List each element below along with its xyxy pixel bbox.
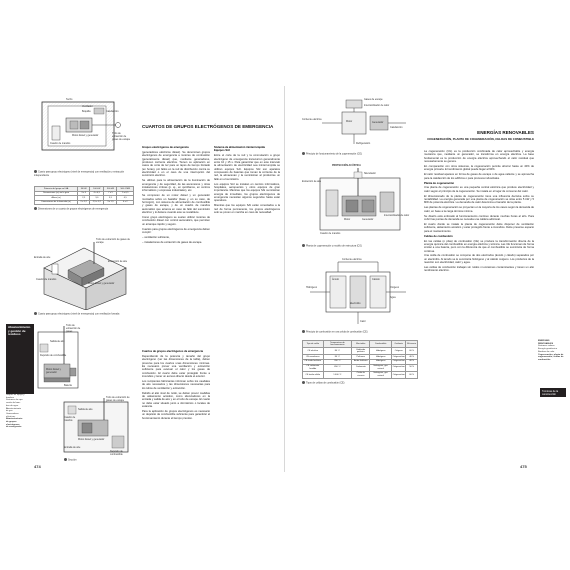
table1-header: 300 kW: [104, 187, 117, 192]
table-cell: Oxígeno/aire: [391, 371, 406, 378]
paragraph: Una planta de cogeneración es una pequeña central eléctrica que produce electricidad y calor según el principio de la cogeneración. Se instala en el lugar de consumo del calor.: [424, 186, 534, 193]
paragraph: – instalaciones de extracción de gases de escape.: [142, 240, 203, 244]
fig8-label-4: Hidrógeno: [306, 286, 318, 289]
fig8-label-2: Cátodo: [372, 278, 380, 281]
table2-header: Electrolito: [352, 341, 370, 348]
fig6-label-4: Generador: [372, 121, 384, 124]
table-row: [303, 348, 418, 355]
table-cell: CE ácido fosfórico: [304, 360, 322, 363]
paragraph: Entre el corte de la red y la conmutación a grupo electrógeno de emergencia transcurren generalmente entre 10 y 15 s. Para garantizar que en este intervalo la alimentación de electricidad sea ininterrumpida se utilizan equipos SAI. Equipos SAI son aparatos compuestos de baterías que toman la corriente de la red, la almacenan y la suministran al producirse un fallo en el suministro.: [214, 154, 280, 181]
section-sidebox: [6, 324, 34, 394]
subheading: Equipos SAI: [214, 149, 230, 153]
figure-6-cogeneration-principle: [302, 98, 414, 150]
table-1-room-dimensions: [34, 186, 134, 211]
fig1-label-0: Techo: [66, 98, 73, 101]
paragraph: Se utilizan para la alimentación de la iluminación de emergencia y de seguridad, de las ascensores y otras instalaciones críticas (p. ej., en quirófanos, en centros informáticos y empresas industriales), etc.: [142, 179, 210, 193]
sidebox-title: Abastecimiento y gestión de residuos: [8, 325, 31, 337]
table-cell: Oxígeno: [391, 348, 406, 355]
figure-number-icon: [64, 458, 67, 461]
paragraph: Como grupo electrógeno se suelen utilizar motores de combustión diésel con control automático, que permiten un arranque rápido y seguro.: [142, 215, 210, 226]
table1-header: 500-1 MW: [117, 187, 134, 192]
fig5-label-5: Depósito de combustible: [110, 450, 123, 456]
fig7-label-1: Silenciador: [364, 172, 376, 175]
table-cell: 80 °C: [323, 355, 352, 360]
fig7-label-3: Generador: [362, 218, 374, 221]
table2-header: Oxidante: [391, 341, 406, 348]
text-column-2: [214, 146, 280, 462]
sidebox-item: ración de bom-: [6, 402, 21, 405]
fig8-label-0: Corriente eléctrica: [342, 258, 362, 261]
figure-number-icon: [34, 207, 37, 210]
fig5-label-3: Cuadro de mandos: [64, 416, 76, 422]
table-row: [35, 200, 134, 205]
fig6-label-3: Motor: [346, 120, 353, 123]
table-cell: 4,5: [117, 196, 134, 201]
fig8-label-3: Electrolito: [350, 302, 361, 305]
table-cell: 60 %: [406, 371, 418, 378]
fig5-label-4: Entrada de aire: [64, 446, 81, 449]
fig5-label-2: Motor diésel y generador: [78, 438, 105, 441]
table-cell: Ácido fosfórico: [352, 359, 370, 364]
table-cell: 80 °C: [323, 348, 352, 355]
fig6-label-6: Refrigeración: [356, 142, 371, 145]
section-tab-label: Técnicas de la construcción: [542, 389, 559, 396]
text-column-right: [424, 150, 534, 462]
table-1-caption: Dimensiones de un cuarto de grupos electrógenos de emergencia: [34, 207, 134, 211]
right-page: [288, 88, 564, 470]
table-cell: Oxígeno/aire: [392, 355, 405, 358]
table-cell: Hidróxido potásico: [352, 348, 370, 355]
table-cell: 9 x 6,5: [117, 191, 134, 196]
table-cell: Hidrógeno: [370, 355, 392, 360]
table-cell: 7 x 5: [104, 191, 117, 196]
sidebox-list: [6, 394, 32, 429]
sidebox-item: electrógenos: [6, 423, 20, 426]
fig1-label-1: Ventilador: [82, 105, 93, 108]
fig7-label-6: Cuadro de mandos: [320, 232, 341, 235]
page-number: 475: [520, 464, 527, 469]
fig7-label-4: Motor: [344, 218, 351, 221]
sidebox-item: Abastecimiento: [6, 418, 23, 421]
figure-7-cogeneration-plant: [302, 164, 414, 242]
figure-1-caption: Cuarto para grupo electrógeno (nivel de emergencia) con ventilación y extracción independiente: [34, 170, 125, 177]
table-cell: 3,5: [104, 196, 117, 201]
table2-header: Temperatura de funcionamiento: [323, 341, 352, 348]
table-cell: 2,5: [78, 196, 90, 201]
table-cell: 2,5 x 1,2: [90, 200, 104, 205]
table2-header: Tipo de celda: [303, 341, 324, 348]
table-cell: 40 %: [406, 355, 418, 360]
fig4-label-3: Motor diésel y generador: [46, 368, 61, 374]
table-cell: Hidrógeno: [370, 359, 392, 364]
fig5-label-0: Tubo de extracción de gases de escape: [106, 396, 130, 402]
section-heading: Celdas de combustión: [424, 234, 453, 238]
table-cell: Hidrógeno: [370, 348, 392, 355]
fig8-label-6: Agua: [390, 296, 396, 299]
fig8-label-5: Oxígeno: [390, 286, 400, 289]
table-cell: Hidrógeno, gas natural: [370, 371, 392, 378]
table-cell: Altura (m): [35, 196, 78, 201]
figure-1-generator-room-plan: [36, 96, 132, 166]
paragraph: Mientras que los equipos SAI están conectados a la red de forma permanente, los grupos electrógenos solo se ponen en marcha en caso de necesidad.: [214, 204, 280, 214]
text-column-1b: [142, 350, 210, 462]
fig7-label-2: Extracción de aire: [302, 180, 322, 183]
paragraph: Una celda de combustión se compone de dos electrodos (ánodo y cátodo) separados por un electrolito. Al ánodo se le suministra hidrógeno y al cátodo oxígeno. Los productos de la reacción son electricidad, calor y agua.: [424, 254, 534, 265]
fig7-label-0: PROTECCIÓN ACÚSTICA: [332, 164, 361, 167]
paragraph: En las celdas (o pilas) de combustión (CE) se produce la transformación directa de la energía química del combustible en energía eléctrica y térmica. Las CE funcionan de forma similar a una batería, pero con la diferencia de que el combustible se suministra de forma continua.: [424, 239, 534, 253]
text-column-1: [142, 146, 210, 346]
section-heading: Sistema de alimentación ininterrumpida: [214, 146, 265, 149]
table-cell: 1.000 °C: [323, 371, 352, 378]
fig3-label-2: Extracción de aire: [108, 260, 128, 263]
table1-header: 30 kW: [78, 187, 90, 192]
sidebox-item: Energía geotérmica: [538, 348, 558, 351]
figure-6-caption: Principio de funcionamiento de la cogeneración (CG): [302, 152, 416, 156]
fig8-label-1: Ánodo: [332, 278, 339, 281]
figure-7-caption: Planta de cogeneración y modelo de estructura (CG): [302, 244, 416, 248]
table-cell: Carbonato: [352, 364, 370, 371]
table-cell: 200 °C: [323, 359, 352, 364]
fig5-label-1: Salida de aire: [78, 408, 93, 411]
sidebox-item: Abastecimiento: [6, 407, 21, 410]
fig8-label-7: Calor: [360, 320, 366, 323]
fig3-label-3: Motor diésel y generador: [88, 282, 115, 285]
figure-number-icon: [302, 330, 305, 333]
sidebox-item: de grupos: [6, 421, 17, 424]
table-row: [303, 364, 418, 371]
sidebox-item: beo de agua: [6, 404, 19, 407]
sidebox-item: Sistemas de ope-: [6, 399, 24, 402]
paragraph: Para la aplicación de grupos electrógenos es necesario un depósito de combustible suficiente para garantizar el funcionamiento durante el tiempo previsto.: [142, 409, 210, 420]
section-tab: [540, 388, 566, 397]
sidebox-item: de gas: [6, 410, 13, 413]
sidebox-item: de emergencia: [6, 426, 22, 429]
fig1-label-5: Cuadro de mandos: [50, 142, 71, 145]
table1-header: 100 kW: [90, 187, 104, 192]
figure-3-ventilated-room: [34, 238, 134, 310]
fig3-label-1: Entrada de aire: [34, 256, 51, 259]
fig4-label-4: Batería: [64, 384, 72, 387]
paragraph: – ventilación suficiente,: [142, 235, 170, 239]
paragraph: Cuartos para grupos electrógenos de emergencia deben cumplir:: [142, 227, 210, 234]
table-cell: 3,0: [90, 196, 104, 201]
figure-number-icon: [302, 381, 305, 384]
paragraph: La cogeneración (CG) es la producción combinada de calor aprovechable y energía mecánica que, mediante un generador, se transforma en energía eléctrica. La base fundamental es la producción de energía eléctrica aprovechando el calor residual que necesariamente se genera.: [424, 150, 534, 164]
table-cell: 4 x 4,5: [90, 191, 104, 196]
figure-number-icon: [302, 152, 305, 155]
sidebox-item: Cogeneración, planta de cogeneración, celdas de combustión: [538, 353, 564, 361]
paragraph: Los recipientes fabricantes informan sobre los caudales de aire necesarios y las dimensiones necesarias para los tubos de ventilación y extracción.: [142, 379, 210, 390]
figure-8-caption: Principio de combustión en una celda de combustión (CE): [302, 330, 416, 334]
page-title: ENERGÍAS RENOVABLES: [477, 130, 534, 135]
paragraph: El cuarto donde se instale la planta de cogeneración debe disponer de ventilación suficiente, aislamiento acústico y estar protegido frente a incendios. Debe preverse espacio para el mantenimiento.: [424, 222, 534, 233]
fig3-label-0: Tubo de extracción de gases de escape: [96, 238, 130, 244]
table-row: [303, 371, 418, 378]
table2-header: Combustible: [370, 341, 392, 348]
table-cell: Hidrógeno, gas natural: [370, 364, 392, 371]
figure-number-icon: [34, 312, 37, 315]
section-heading: Cuartos de grupos electrógenos de emergencia: [142, 350, 203, 353]
figure-3-caption: Cuarto para grupo electrógeno (nivel de emergencia) con ventilación forzada: [34, 312, 134, 316]
sidebox-item: Generadores: [6, 412, 19, 415]
fig1-label-4: Motor diésel y generador: [72, 134, 99, 137]
table-cell: Óxido de circonio: [352, 371, 370, 378]
sidebox-item: Grupos de apoyo y bombeo: [6, 394, 25, 399]
table2-header: Eficiencia: [406, 341, 418, 348]
page-title: CUARTOS DE GRUPOS ELECTRÓGENOS DE EMERGENCIA: [142, 124, 274, 129]
table-cell: CE alcalina: [303, 348, 324, 355]
paragraph: Dependiendo de la potencia y tamaño del grupo electrógeno (ver las dimensiones de la tabla), deben preverse para los cuartos unas dimensiones mínimas. Es necesario prever una ventilación y extracción suficiente para evacuar el calor y los gases de combustión. El cuarto debe estar protegido frente a incendios y tener un acceso directo desde el exterior.: [142, 354, 210, 378]
fig1-label-3: Calefacción: [106, 110, 119, 113]
sidebox-item: Bombas de calor: [538, 350, 555, 353]
table-cell: 3 x 1,5: [104, 200, 117, 205]
paragraph: Debido al alto nivel de ruido, se deben prever medidas de aislamiento acústico, como silenciadores en la entrada y salida de aire y en el tubo de escape. El cuarto no debe estar situado junto a dormitorios o locales de estancia.: [142, 391, 210, 408]
sidebox-title: ENERGÍAS RENOVABLES: [538, 340, 554, 345]
paragraph: Se componen de un motor diésel y un generador montados sobre un bastidor (base y, en su caso, de hormigón), con sistema de alimentación de combustible y gases de escape, y de un cuadro de mandos automático que arranca en caso de fallo del suministro eléctrico y lo detiene cuando este se restablece.: [142, 194, 210, 214]
table-2-fuel-cell-types: [302, 340, 418, 384]
table-cell: CE óxido sólido: [303, 371, 324, 378]
table-cell: Dimensiones de la bancada (m): [35, 200, 78, 205]
table-cell: Dimensiones (m) sin la grua: [35, 191, 78, 196]
table-2-caption: Tipos de celdas de combustión (CE): [302, 381, 418, 385]
gutter-divider: [284, 86, 285, 472]
paragraph: Su diseño está enfocado al funcionamiento continuo durante muchas horas al año. Para cubrir las puntas de demanda se necesita una caldera adicional.: [424, 214, 534, 221]
paragraph: Las plantas de cogeneración se proyectan en la mayoría de los casos según la demanda de calor, en base a la carga térmica mínima.: [424, 206, 534, 213]
fig6-label-5: Calefacción: [390, 126, 403, 129]
table-cell: 40 %: [406, 359, 418, 364]
figure-4-section: [34, 324, 82, 394]
fig4-label-0: Tubo de extracción de gases: [66, 324, 81, 333]
right-sidebox-list: [538, 340, 564, 362]
paragraph: En comparación con otros sistemas, la cogeneración permite ahorrar hasta un 40% de energía primaria. El rendimiento global puede llegar al 90%.: [424, 164, 534, 172]
table-cell: 2 x 1,2: [78, 200, 90, 205]
sidebox-item: Sistemas solares: [538, 345, 555, 348]
paragraph: (generadores eléctricos diésel). Se denominan grupos electrógenos de emergencia a motores de combustión (generalmente diésel) que, mediante generadores, producen corriente eléctrica. Tienen su aplicación en casos de corte de luz para un lapso de tiempo limitado (en horas), por fallos en la red de distribución contra su electricidad o en el caso de una interrupción del suministro eléctrico.: [142, 150, 210, 178]
table-cell: CE membrana: [303, 355, 324, 360]
table1-header: Potencia del grupo en kVA: [35, 187, 78, 192]
fig1-label-6: Tubo de extracción de gases de escape: [112, 132, 131, 141]
page-subtitle: COGENERACIÓN, PLANTA DE COGENERACIÓN, CELDAS DE COMBUSTIBLE: [427, 137, 534, 141]
fig4-label-2: Depósito de combustible: [40, 354, 67, 357]
paragraph: Las celdas de combustión trabajan sin ruidos ni emisiones contaminantes y tienen un alto rendimiento eléctrico.: [424, 266, 534, 273]
section-heading: Planta de cogeneración: [424, 181, 455, 185]
fig6-label-2: Corriente eléctrica: [302, 118, 322, 121]
paragraph: Los equipos SAI se instalan en centros informáticos, hospitales, aeropuertos y otros equipos de gran importancia. Mientras que los equipos SAI suministran energía de inmediato, los grupos electrógenos de emergencia necesitan algunos segundos hasta estar operativos.: [214, 182, 280, 203]
paragraph: El calor residual aparece en forma de gases de escape o de agua caliente y se aprovecha para la calefacción de los edificios o para procesos industriales.: [424, 173, 534, 180]
table-cell: Oxígeno/aire: [392, 360, 405, 363]
sidebox-item: eléctricos: [6, 415, 16, 418]
page-number: 474: [34, 464, 41, 469]
fig4-label-1: Salida de aire: [50, 340, 65, 343]
figure-8-fuel-cell-principle: [306, 258, 410, 328]
fig7-label-5: Intercambiador de calor: [384, 214, 410, 217]
table-cell: 3 x 4: [78, 191, 90, 196]
table-cell: Oxígeno/aire: [391, 364, 406, 371]
left-page: [6, 88, 282, 470]
table-cell: 650 °C: [323, 364, 352, 371]
paragraph: El dimensionado de la planta de cogeneración tiene una influencia decisiva sobre su rentabilidad. La energía generada por una planta de cogeneración se sitúa entre 5 kW y 5 MW de potencia eléctrica. La demanda de calor determina el tamaño de la planta.: [424, 194, 534, 205]
table-cell: 50 %: [406, 364, 418, 371]
subheading: Grupos electrógenos de emergencia: [142, 146, 189, 149]
table-cell: CE carbonato fundido: [303, 364, 324, 371]
table-cell: 60 %: [406, 348, 418, 355]
figure-5-caption: Sección: [64, 458, 77, 462]
figure-number-icon: [302, 244, 305, 247]
figure-5-section-plan: [34, 396, 134, 458]
fig3-label-4: Cuadro de mandos: [36, 278, 57, 281]
fig6-label-1: Intercambiador de calor: [364, 104, 390, 107]
table-cell: Polímero: [352, 355, 370, 360]
fig1-label-2: Boquilla: [82, 110, 91, 113]
table-cell: 4 x 2: [117, 200, 134, 205]
fig6-label-0: Gases de escape: [364, 98, 383, 101]
